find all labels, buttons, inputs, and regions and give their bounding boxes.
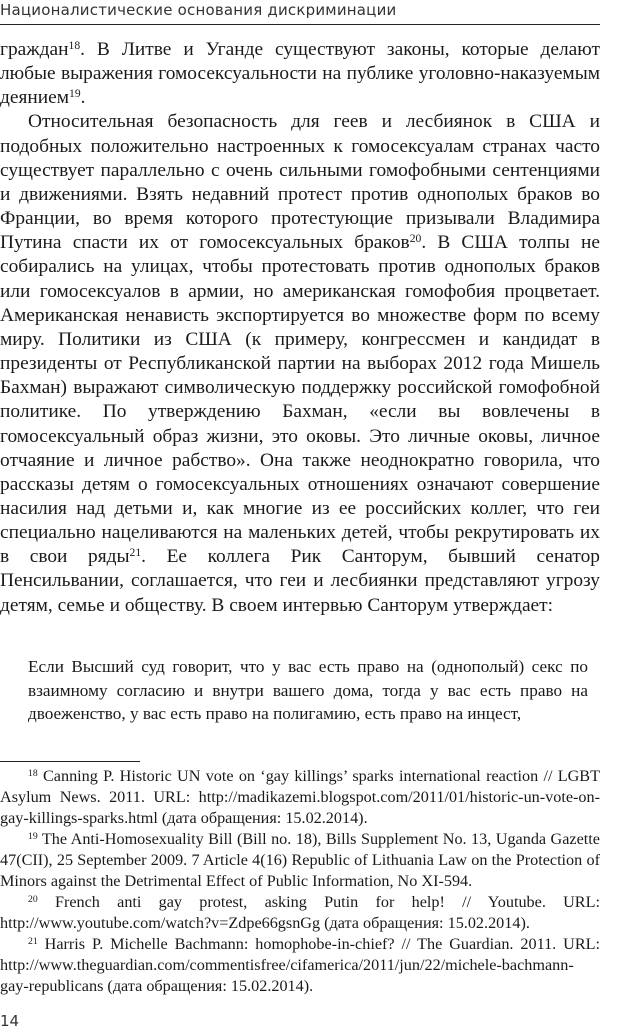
block-quote	[28, 655, 588, 726]
paragraph-2	[0, 110, 600, 617]
paragraph-2-text-middle: . В США толпы не собирались на улицах, чтобы протестовать против однополых браков или гомосексуалов в армии, но американская гомофобия процветает. Американская ненависть экспортируется во множестве форм по всему миру. Политики из США (к примеру, конгрессмен и кандидат в президенты от Республиканской партии на выборах 2012 года Мишель Бахман) выражают символическую поддержку российской гомофобной политике. По утверждению Бахман, «если вы вовлечены в гомосексуальный образ жизни, это оковы. Это личные оковы, личное отчаяние и личное рабство». Она также неоднократно говорила, что рассказы детям о гомосексуальных отношениях означают совершение насилия над детьми и, как многие из ее российских коллег, что геи специально нацеливаются на маленьких детей, чтобы рекрутировать их в свои ряды	[0, 232, 600, 568]
footnote-marker-21: 21	[28, 935, 38, 947]
header-divider	[0, 24, 600, 25]
footnote-20	[0, 892, 600, 934]
footnote-ref-20[interactable]: 20	[409, 231, 422, 245]
paragraph-2-text-end: . Ее коллега Рик Санторум, бывший сенатор Пенсильвании, соглашается, что геи и лесбиянки представляют угрозу детям, семье и обществу. В своем интервью Санторум утверждает:	[0, 546, 601, 616]
paragraph-1	[0, 38, 600, 110]
footnote-ref-21[interactable]: 21	[129, 545, 142, 559]
footnote-18	[0, 766, 600, 829]
footnote-marker-20: 20	[28, 893, 38, 905]
paragraph-1-text-end: .	[80, 87, 86, 109]
footnote-ref-19[interactable]: 19	[69, 86, 81, 100]
footnote-20-text: French anti gay protest, asking Putin for help! // Youtube. URL: http://www.youtube.com/watch?v=Zdpe66gsnGg (дата обращения: 15.02.2014).	[0, 893, 600, 932]
paragraph-1-text-start: граждан	[0, 39, 69, 60]
footnote-18-text: Canning P. Historic UN vote on ‘gay killings’ sparks international reaction // LGBT Asylum News. 2011. URL: http://madikazemi.blogspot.com/2011/01/historic-un-vote-on-gay-killings-sparks.html (дата обращения: 15.02.2014).	[0, 767, 600, 827]
block-quote-text: Если Высший суд говорит, что у вас есть право на (однополый) секс по взаимному согласию и внутри вашего дома, тогда у вас есть право на двоеженство, у вас есть право на полигамию, есть право на инцест,	[28, 657, 588, 723]
footnotes	[0, 766, 600, 997]
running-header: Националистические основания дискриминации	[0, 1, 397, 19]
footnote-19-text: The Anti-Homosexuality Bill (Bill no. 18), Bills Supplement No. 13, Uganda Gazette 47(CII), 25 September 2009. 7 Article 4(16) Republic of Lithuania Law on the Protection of Minors against the Detrimental Effect of Public Information, No XI-594.	[0, 830, 600, 890]
footnote-19	[0, 829, 600, 892]
footnote-marker-19: 19	[28, 830, 38, 842]
footnote-marker-18: 18	[28, 767, 38, 779]
paragraph-1-text-middle: . В Литве и Уганде существуют законы, которые делают любые выражения гомосексуальности на публике уголовно-наказуемым деянием	[0, 39, 600, 109]
page-number: 14	[0, 1012, 20, 1030]
footnote-ref-18[interactable]: 18	[68, 38, 81, 52]
footnote-divider	[0, 761, 140, 762]
paragraph-2-text-start: Относительная безопасность для геев и лесбиянок в США и подобных положительно настроенных к гомосексуалам странах часто существует параллельно с очень сильными гомофобными сентенциями и движениями. Взять недавний протест против однополых браков во Франции, во время которого протестующие призывали Владимира Путина спасти их от гомосексуальных браков	[0, 111, 600, 254]
main-text	[0, 38, 600, 618]
footnote-21-text: Harris P. Michelle Bachmann: homophobe-in-chief? // The Guardian. 2011. URL: http://www.theguardian.com/commentisfree/cifamerica/2011/jun/22/michele-bachmann-gay-republicans (дата обращения: 15.02.2014).	[0, 935, 600, 995]
footnote-21	[0, 934, 600, 997]
